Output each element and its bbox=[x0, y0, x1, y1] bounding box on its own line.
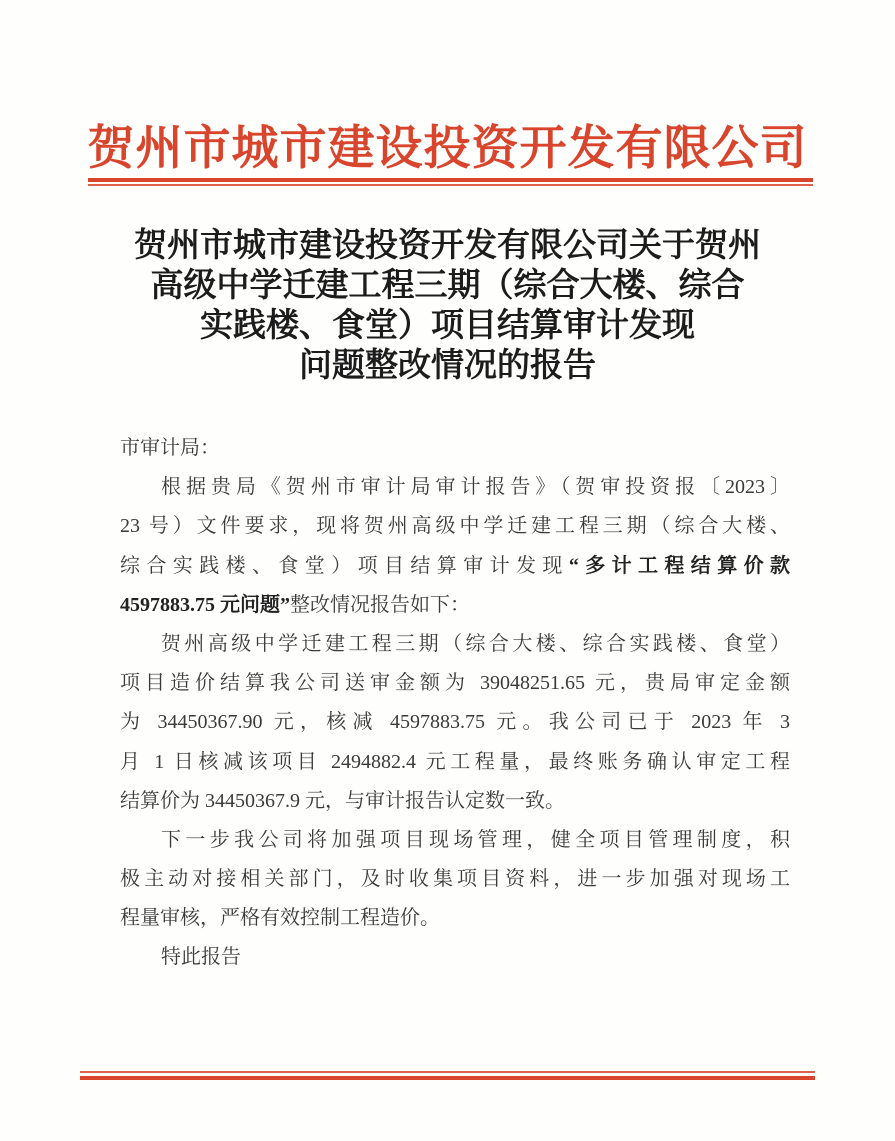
body-line bbox=[120, 468, 790, 507]
body-text-segment: 项目造价结算我公司送审金额为 39048251.65 元，贵局审定金额 bbox=[120, 672, 790, 695]
body-line bbox=[120, 821, 790, 860]
body-text-segment-bold: “多计工程结算价款 bbox=[568, 554, 790, 577]
letterhead-company-name: 贺州市城市建设投资开发有限公司 bbox=[87, 123, 808, 175]
body-text-segment: 23 号）文件要求，现将贺州高级中学迁建工程三期（综合大楼、 bbox=[120, 515, 790, 538]
body-line bbox=[120, 507, 790, 546]
body-line bbox=[120, 782, 790, 821]
body-text-segment-bold: 4597883.75 元问题” bbox=[120, 593, 290, 616]
body-text-segment: 整改情况报告如下： bbox=[290, 593, 470, 616]
letterhead-double-rule bbox=[88, 178, 813, 186]
body-text-segment: 特此报告 bbox=[161, 946, 241, 969]
body-line bbox=[120, 586, 790, 625]
rule-thin-line bbox=[80, 1071, 815, 1073]
body-line bbox=[120, 703, 790, 742]
document-body bbox=[120, 429, 790, 978]
body-text-segment: 极主动对接相关部门，及时收集项目资料，进一步加强对现场工 bbox=[120, 868, 790, 891]
body-text-segment: 贺州高级中学迁建工程三期（综合大楼、综合实践楼、食堂） bbox=[161, 632, 790, 655]
body-line bbox=[120, 860, 790, 899]
body-line bbox=[120, 547, 790, 586]
title-line: 实践楼、食堂）项目结算审计发现 bbox=[200, 308, 695, 344]
body-text-segment: 根据贵局《贺州市审计局审计报告》（贺审投资报〔2023〕 bbox=[161, 476, 790, 499]
body-line bbox=[120, 664, 790, 703]
body-text-segment: 为 34450367.90 元，核减 4597883.75 元。我公司已于 2023 年 3 bbox=[120, 711, 790, 734]
body-text-segment: 市审计局： bbox=[120, 437, 220, 459]
document-title bbox=[0, 226, 895, 386]
body-text-segment: 程量审核，严格有效控制工程造价。 bbox=[120, 907, 440, 930]
body-line bbox=[120, 625, 790, 664]
footer-double-rule bbox=[80, 1071, 815, 1080]
body-line bbox=[120, 429, 790, 468]
rule-thin-line bbox=[88, 184, 813, 186]
body-text-segment: 结算价为 34450367.9 元，与审计报告认定数一致。 bbox=[120, 789, 565, 812]
title-line: 问题整改情况的报告 bbox=[299, 348, 596, 384]
body-text-segment: 综合实践楼、食堂）项目结算审计发现 bbox=[120, 554, 569, 577]
body-text-segment: 月 1 日核减该项目 2494882.4 元工程量，最终账务确认审定工程 bbox=[120, 750, 790, 773]
rule-thick-line bbox=[80, 1076, 815, 1080]
body-line bbox=[120, 899, 790, 938]
title-line: 贺州市城市建设投资开发有限公司关于贺州 bbox=[134, 228, 761, 264]
body-line bbox=[120, 938, 790, 977]
body-line bbox=[120, 743, 790, 782]
title-line: 高级中学迁建工程三期（综合大楼、综合 bbox=[150, 268, 745, 304]
body-text-segment: 下一步我公司将加强项目现场管理，健全项目管理制度，积 bbox=[161, 828, 790, 851]
